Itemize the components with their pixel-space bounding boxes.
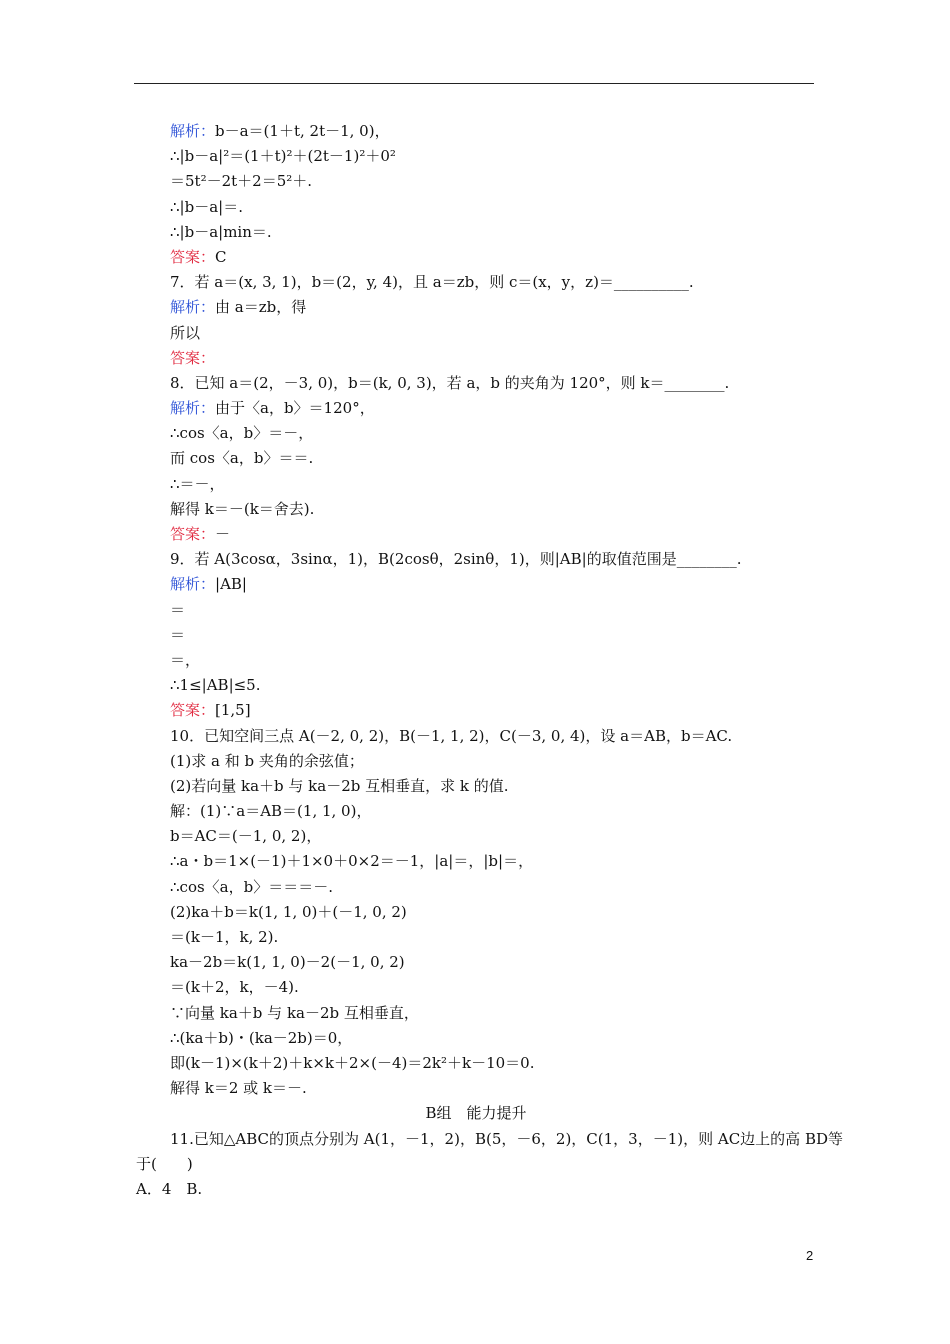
line-text: ∴cos〈a，b〉＝－， — [170, 424, 314, 443]
text-line — [170, 698, 818, 723]
line-text: 由 a＝zb，得 — [215, 298, 307, 317]
text-line — [170, 1051, 818, 1076]
line-text: 解：(1)∵a＝AB＝(1, 1, 0)， — [170, 802, 372, 821]
text-line — [170, 749, 818, 774]
line-text: ＝(k＋2，k，－4). — [170, 978, 299, 997]
text-line — [170, 119, 818, 144]
line-text: ＝， — [170, 650, 201, 669]
line-text: 所以 — [170, 323, 201, 342]
line-text: C — [215, 247, 227, 266]
header-rule — [134, 83, 814, 84]
line-text: 8．已知 a＝(2，－3, 0)，b＝(k, 0, 3)，若 a，b 的夹角为 120°，则 k＝________. — [170, 373, 730, 392]
line-text: ＝5t²－2t＋2＝5²＋. — [170, 172, 313, 191]
text-line — [170, 572, 818, 597]
text-line — [170, 220, 818, 245]
line-text: 11.已知△ABC的顶点分别为 A(1，－1，2)，B(5，－6，2)，C(1，3，－1)，则 AC边上的高 BD等 — [170, 1129, 844, 1148]
line-text: 于( ) — [136, 1154, 193, 1173]
line-text: (2)ka＋b＝k(1, 1, 0)＋(－1, 0, 2) — [170, 902, 407, 921]
text-line — [170, 421, 818, 446]
text-line — [170, 1076, 818, 1101]
text-line — [170, 975, 818, 1000]
text-line — [170, 598, 818, 623]
text-line — [170, 446, 818, 471]
text-line — [170, 774, 818, 799]
line-text: 9．若 A(3cosα，3sinα，1)，B(2cosθ，2sinθ，1)，则|AB|的取值范围是________. — [170, 550, 742, 569]
text-line — [170, 295, 818, 320]
analysis-label: 解析： — [170, 575, 216, 594]
line-text: ＝ — [170, 600, 186, 619]
line-text: ∴1≤|AB|≤5. — [170, 676, 261, 695]
text-line — [170, 673, 818, 698]
text-line — [170, 497, 818, 522]
text-line — [170, 547, 818, 572]
line-text: |AB| — [215, 575, 247, 594]
line-text: 由于〈a，b〉＝120°， — [215, 399, 375, 418]
line-text: b－a＝(1＋t, 2t－1, 0)， — [215, 122, 390, 140]
text-line — [170, 396, 818, 421]
line-text: ∴|b－a|²＝(1＋t)²＋(2t－1)²＋0² — [170, 147, 396, 166]
document-body — [136, 119, 844, 1202]
text-line — [136, 1177, 818, 1202]
text-line — [170, 270, 818, 295]
line-text: (2)若向量 ka＋b 与 ka－2b 互相垂直，求 k 的值. — [170, 776, 509, 795]
line-text: ＝ — [170, 625, 186, 644]
answer-label: 答案： — [170, 348, 216, 367]
line-text: ∴a・b＝1×(－1)＋1×0＋0×2＝－1，|a|＝，|b|＝， — [170, 852, 534, 871]
line-text: 7．若 a＝(x, 3, 1)，b＝(2，y, 4)，且 a＝zb，则 c＝(x，y，z)＝__________. — [170, 273, 694, 292]
text-line — [170, 1026, 818, 1051]
analysis-label: 解析： — [170, 399, 216, 418]
page-number: 2 — [806, 1248, 814, 1263]
text-line — [170, 724, 818, 749]
line-text: 10．已知空间三点 A(－2, 0, 2)，B(－1, 1, 2)，C(－3, 0, 4)，设 a＝AB，b＝AC. — [170, 726, 733, 745]
text-line — [170, 371, 818, 396]
answer-label: 答案： — [170, 525, 216, 543]
text-line — [170, 144, 818, 169]
text-line — [136, 1152, 818, 1177]
text-line — [170, 849, 818, 874]
line-text: [1,5] — [215, 701, 251, 720]
line-text: 即(k－1)×(k＋2)＋k×k＋2×(－4)＝2k²＋k－10＝0. — [170, 1053, 535, 1072]
text-line — [170, 472, 818, 497]
text-line — [170, 346, 818, 371]
text-line — [170, 1127, 844, 1152]
line-text: ＝(k－1，k, 2). — [170, 928, 279, 946]
text-line — [170, 925, 818, 950]
text-line — [170, 1001, 818, 1026]
text-line — [170, 245, 818, 270]
line-text: A．4 B. — [136, 1179, 203, 1198]
text-line — [170, 623, 818, 648]
line-text: ∴(ka＋b)・(ka－2b)＝0， — [170, 1028, 353, 1047]
line-text: ∴＝－， — [170, 474, 225, 493]
line-text: － — [215, 525, 231, 543]
line-text: ∴cos〈a，b〉＝＝＝－. — [170, 877, 333, 896]
analysis-label: 解析： — [170, 122, 216, 140]
text-line — [170, 169, 818, 194]
line-text: (1)求 a 和 b 夹角的余弦值； — [170, 751, 364, 770]
line-text: B组 能力提升 — [425, 1104, 527, 1123]
text-line — [170, 900, 818, 925]
text-line — [170, 950, 818, 975]
line-text: b＝AC＝(－1, 0, 2)， — [170, 827, 322, 846]
text-line — [170, 799, 818, 824]
line-text: 解得 k＝2 或 k＝－. — [170, 1079, 307, 1098]
line-text: ∴|b－a|min＝. — [170, 222, 272, 241]
line-text: 解得 k＝－(k＝舍去). — [170, 499, 315, 518]
answer-label: 答案： — [170, 247, 216, 266]
text-line — [170, 648, 818, 673]
line-text: 而 cos〈a，b〉＝＝. — [170, 449, 314, 468]
text-line — [170, 875, 818, 900]
analysis-label: 解析： — [170, 298, 216, 317]
answer-label: 答案： — [170, 701, 216, 720]
line-text: ka－2b＝k(1, 1, 0)－2(－1, 0, 2) — [170, 953, 405, 972]
line-text: ∵向量 ka＋b 与 ka－2b 互相垂直， — [170, 1003, 419, 1022]
text-line — [170, 321, 818, 346]
text-line — [170, 522, 818, 547]
line-text: ∴|b－a|＝. — [170, 197, 243, 216]
text-line — [170, 195, 818, 220]
text-line — [170, 824, 818, 849]
text-line — [134, 1101, 818, 1126]
